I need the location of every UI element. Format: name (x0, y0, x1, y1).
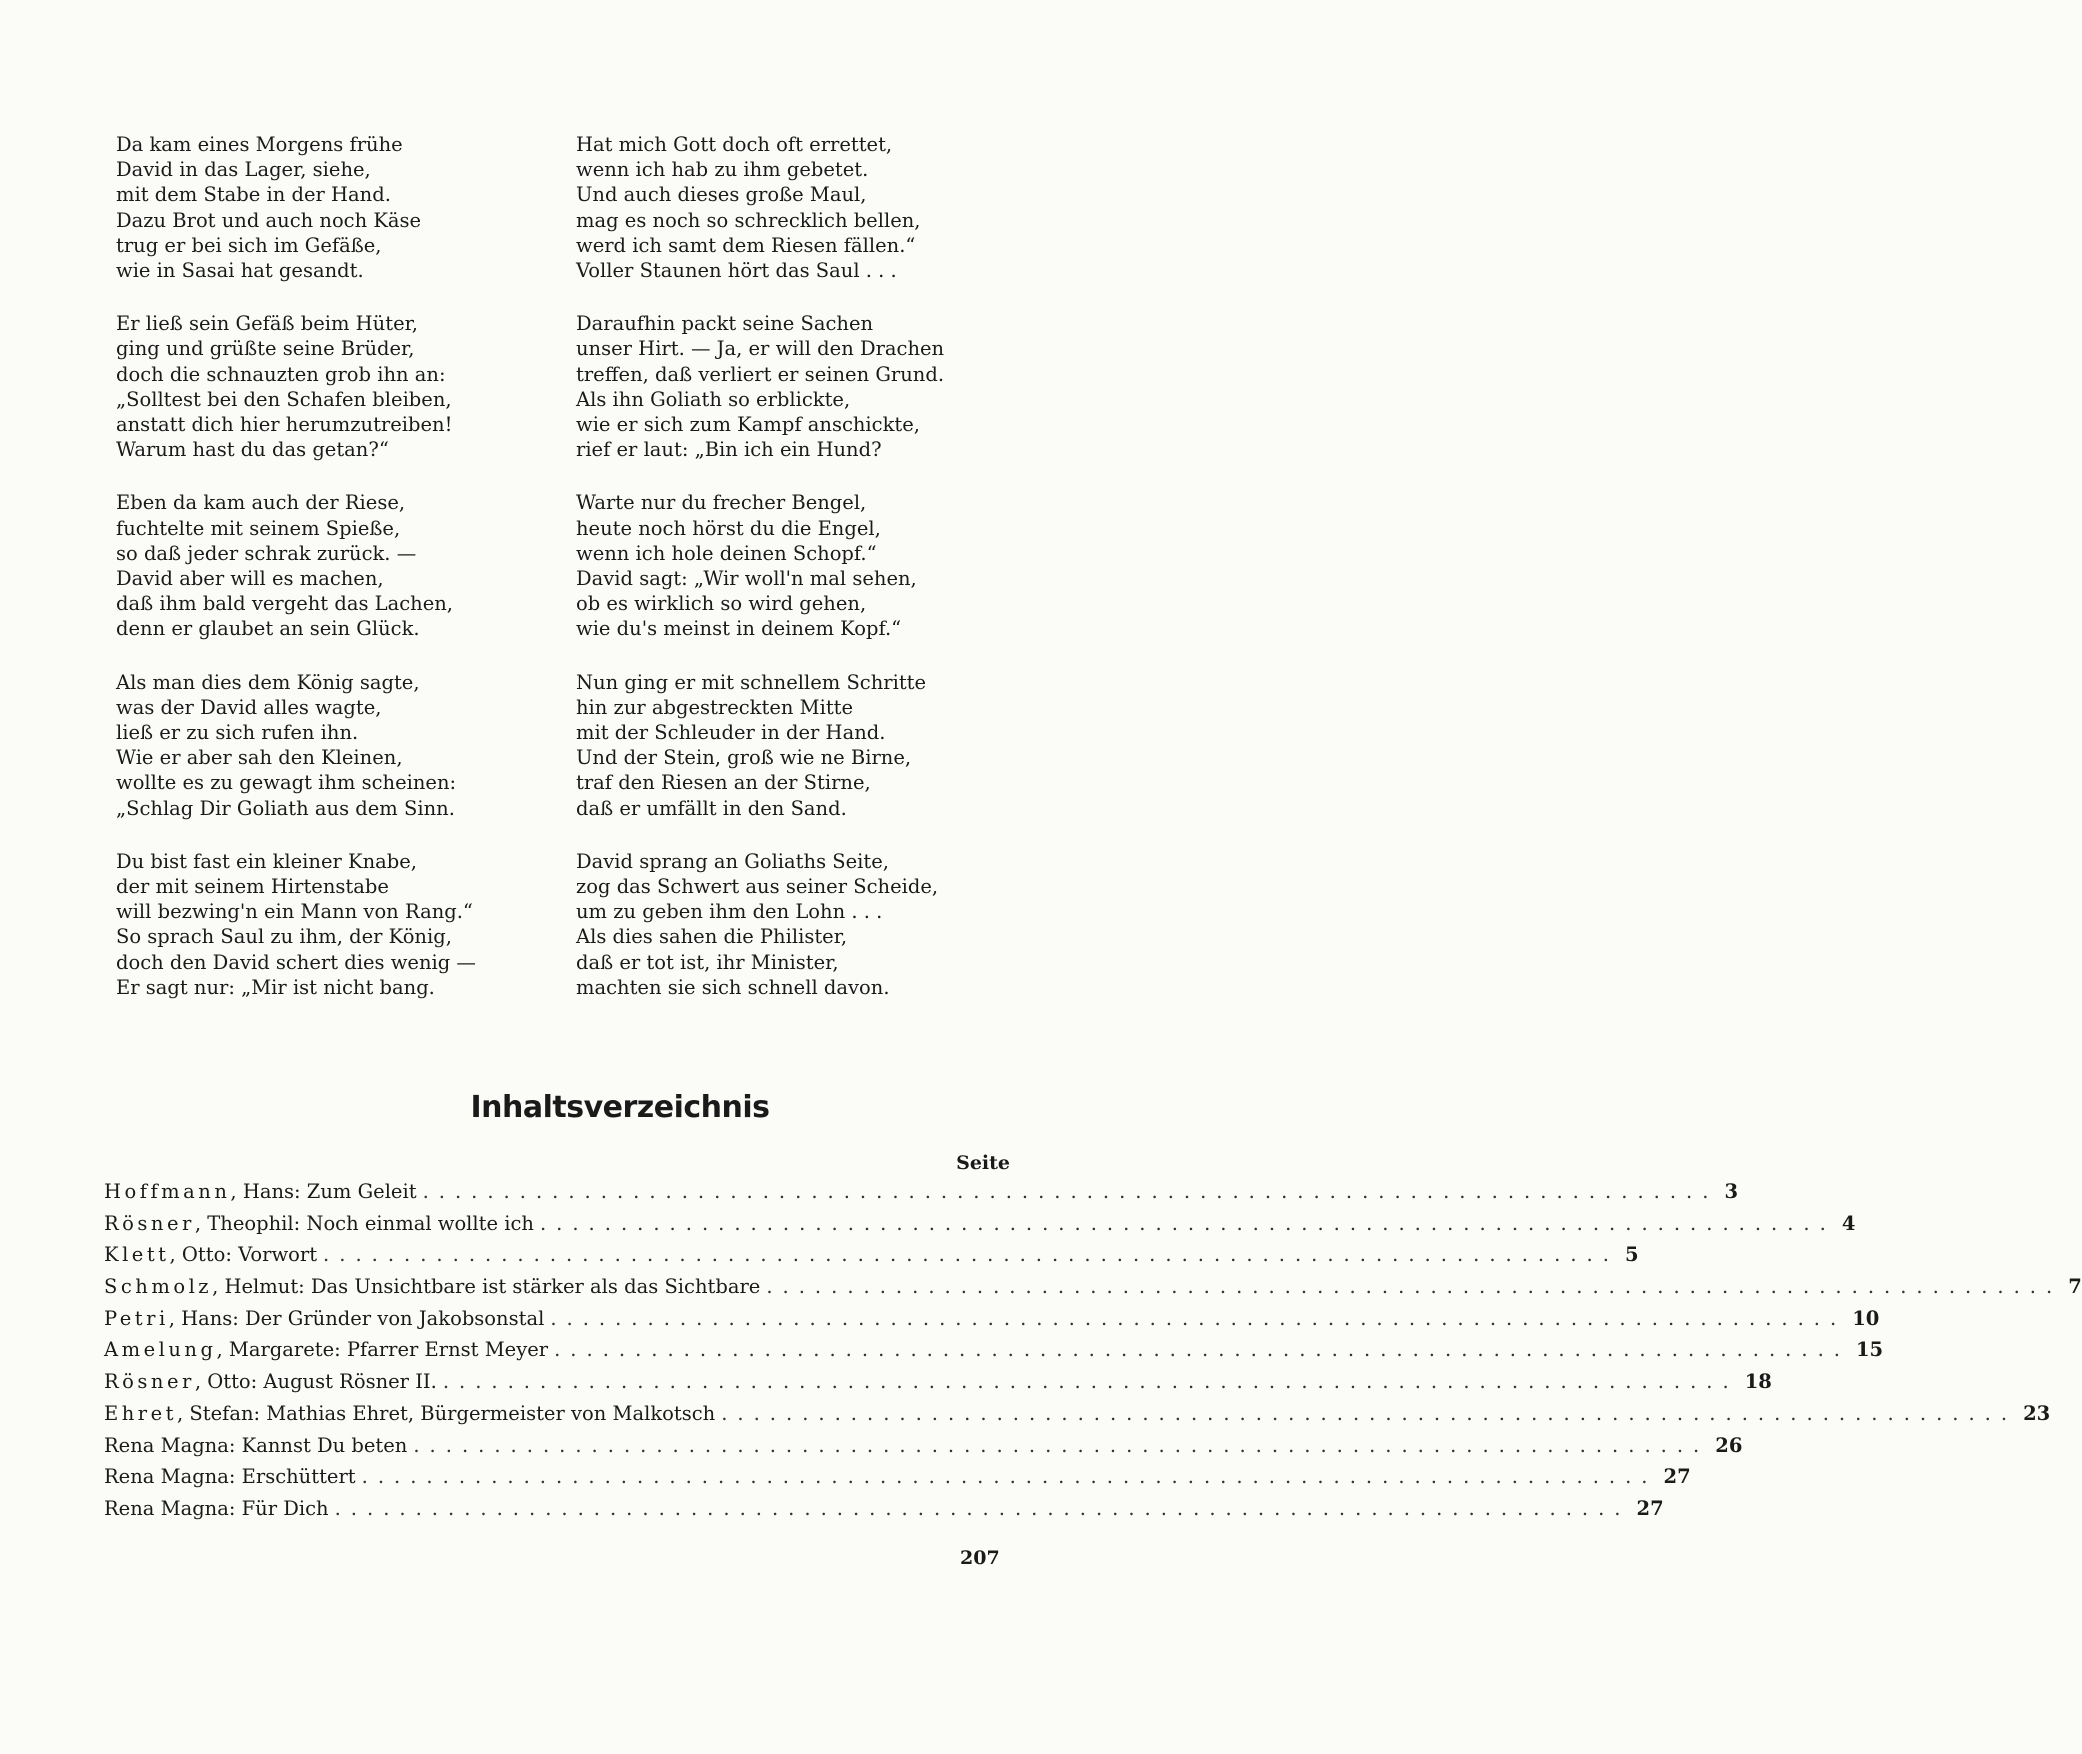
seite-label: Seite (956, 1152, 1010, 1174)
poem-line: heute noch hörst du die Engel, (576, 516, 881, 540)
toc-page-number: 18 (1744, 1370, 1772, 1394)
dot-leader: ................................................................................ (442, 1370, 1739, 1394)
stanza (576, 490, 996, 641)
poem-line: David aber will es machen, (116, 567, 384, 591)
toc-entry (104, 1208, 1856, 1240)
poem-line: daß ihm bald vergeht das Lachen, (116, 592, 454, 616)
poem-line: wenn ich hab zu ihm gebetet. (576, 158, 869, 182)
toc-title: : Kannst Du beten (228, 1433, 408, 1457)
poem-line: treffen, daß verliert er seinen Grund. (576, 362, 945, 386)
toc-entry-title (104, 1398, 715, 1430)
poem-line: Und der Stein, groß wie ne Birne, (576, 746, 912, 770)
dot-leader: ................................................................................ (766, 1275, 2063, 1299)
toc-page-number: 3 (1724, 1180, 1739, 1203)
poem-line: daß er tot ist, ihr Minister, (576, 950, 839, 974)
dot-leader: ................................................................................ (323, 1243, 1619, 1267)
poem-line: Als ihn Goliath so erblickte, (576, 387, 851, 411)
poem-line: Voller Staunen hört das Saul . . . (576, 259, 897, 283)
poem-line: Warte nur du frecher Bengel, (576, 491, 867, 515)
poem-line: anstatt dich hier herumzutreiben! (116, 413, 453, 437)
poem-line: wie er sich zum Kampf anschickte, (576, 413, 920, 437)
toc-page-number: 5 (1624, 1243, 1639, 1267)
toc-author: Rena Magna (104, 1465, 229, 1489)
poem-line: ließ er zu sich rufen ihn. (116, 721, 359, 745)
stanza (116, 849, 536, 1000)
toc-author: Amelung (104, 1338, 217, 1362)
poem-line: wie du's meinst in deinem Kopf.“ (576, 617, 902, 641)
poem-line: machten sie sich schnell davon. (576, 975, 890, 999)
poem-line: Er ließ sein Gefäß beim Hüter, (116, 312, 418, 336)
toc-page-number: 27 (1663, 1465, 1691, 1489)
poem-line: zog das Schwert aus seiner Scheide, (576, 875, 939, 899)
poem-line: So sprach Saul zu ihm, der König, (116, 925, 452, 949)
toc-entry (104, 1398, 2051, 1430)
dot-leader: ................................................................................ (413, 1433, 1710, 1457)
toc-page-number: 26 (1715, 1433, 1743, 1457)
poem-line: so daß jeder schrak zurück. — (116, 541, 417, 565)
toc-author: Ehret (104, 1401, 177, 1425)
toc-title: , Hans: Der Gründer von Jakobsonstal (168, 1306, 545, 1330)
table-of-contents (104, 1150, 2082, 1525)
toc-author: Rösner (104, 1370, 195, 1394)
toc-entry-title (104, 1334, 548, 1366)
stanza (116, 311, 536, 462)
toc-author: Klett (104, 1243, 170, 1267)
toc-title: , Otto: August Rösner II. (194, 1370, 437, 1394)
poem (116, 132, 996, 1028)
stanza (576, 311, 996, 462)
toc-entry (104, 1239, 1639, 1271)
poem-line: Dazu Brot und auch noch Käse (116, 208, 422, 232)
poem-line: wollte es zu gewagt ihm scheinen: (116, 771, 457, 795)
toc-title: , Margarete: Pfarrer Ernst Meyer (216, 1338, 549, 1362)
poem-line: Daraufhin packt seine Sachen (576, 312, 874, 336)
poem-line: doch den David schert dies wenig — (116, 950, 476, 974)
toc-entry-title (104, 1303, 544, 1335)
poem-line: Hat mich Gott doch oft errettet, (576, 133, 893, 156)
dot-leader: ................................................................................ (550, 1306, 1847, 1330)
toc-page-number: 4 (1841, 1211, 1856, 1235)
poem-line: David sprang an Goliaths Seite, (576, 849, 889, 873)
toc-author: Petri (104, 1306, 169, 1330)
toc-entry-title (104, 1176, 417, 1208)
toc-title: , Stefan: Mathias Ehret, Bürgermeister von Malkotsch (177, 1401, 716, 1425)
toc-entry-title (104, 1208, 534, 1240)
toc-author: Rena Magna (104, 1433, 229, 1457)
toc-entry (104, 1461, 1691, 1493)
toc-author: Hoffmann (104, 1180, 231, 1203)
poem-line: Du bist fast ein kleiner Knabe, (116, 849, 417, 873)
poem-line: ob es wirklich so wird gehen, (576, 592, 867, 616)
poem-line: Wie er aber sah den Kleinen, (116, 746, 403, 770)
poem-line: was der David alles wagte, (116, 695, 382, 719)
toc-author: Rösner (104, 1211, 195, 1235)
poem-line: hin zur abgestreckten Mitte (576, 695, 854, 719)
stanza (576, 670, 996, 821)
poem-line: „Schlag Dir Goliath aus dem Sinn. (116, 796, 455, 820)
toc-heading: Inhaltsverzeichnis (470, 1090, 770, 1125)
toc-page-number: 27 (1636, 1496, 1664, 1520)
toc-page-number: 10 (1852, 1306, 1880, 1330)
toc-title: , Hans: Zum Geleit (230, 1180, 417, 1203)
poem-line: fuchtelte mit seinem Spieße, (116, 516, 401, 540)
poem-line: Warum hast du das getan?“ (116, 438, 389, 462)
poem-right-column (576, 132, 996, 1028)
dot-leader: ................................................................................ (554, 1338, 1850, 1362)
toc-entry-title (104, 1430, 407, 1462)
poem-line: denn er glaubet an sein Glück. (116, 617, 420, 641)
poem-line: werd ich samt dem Riesen fällen.“ (576, 233, 916, 257)
poem-line: ging und grüßte seine Brüder, (116, 337, 415, 361)
poem-line: mit der Schleuder in der Hand. (576, 721, 886, 745)
toc-page-number: 23 (2023, 1401, 2051, 1425)
stanza (576, 849, 996, 1000)
stanza (116, 132, 536, 283)
toc-entry-title (104, 1366, 437, 1398)
poem-line: doch die schnauzten grob ihn an: (116, 362, 446, 386)
toc-entry (104, 1303, 1880, 1335)
poem-line: wenn ich hole deinen Schopf.“ (576, 541, 877, 565)
poem-line: unser Hirt. — Ja, er will den Drachen (576, 337, 945, 361)
toc-title: , Otto: Vorwort (169, 1243, 318, 1267)
toc-entry-title (104, 1271, 760, 1303)
poem-line: Als man dies dem König sagte, (116, 670, 420, 694)
poem-line: David sagt: „Wir woll'n mal sehen, (576, 567, 917, 591)
toc-title: , Theophil: Noch einmal wollte ich (194, 1211, 534, 1235)
poem-line: wie in Sasai hat gesandt. (116, 259, 364, 283)
poem-line: um zu geben ihm den Lohn . . . (576, 900, 883, 924)
toc-title: , Helmut: Das Unsichtbare ist stärker als das Sichtbare (212, 1275, 761, 1299)
poem-line: David in das Lager, siehe, (116, 158, 371, 182)
toc-entry (104, 1176, 1739, 1208)
poem-line: Eben da kam auch der Riese, (116, 491, 406, 515)
poem-line: trug er bei sich im Gefäße, (116, 233, 382, 257)
poem-line: Als dies sahen die Philister, (576, 925, 848, 949)
poem-line: Er sagt nur: „Mir ist nicht bang. (116, 975, 435, 999)
toc-author: Rena Magna (104, 1496, 229, 1520)
toc-entry (104, 1493, 1664, 1525)
dot-leader: ................................................................................ (361, 1465, 1658, 1489)
toc-entry-title (104, 1493, 329, 1525)
poem-line: rief er laut: „Bin ich ein Hund? (576, 438, 882, 462)
poem-line: „Solltest bei den Schafen bleiben, (116, 387, 452, 411)
poem-line: will bezwing'n ein Mann von Rang.“ (116, 900, 473, 924)
toc-title: : Erschüttert (228, 1465, 356, 1489)
toc-author: Schmolz (104, 1275, 213, 1299)
poem-line: der mit seinem Hirtenstabe (116, 875, 389, 899)
toc-entry-title (104, 1239, 317, 1271)
poem-line: mit dem Stabe in der Hand. (116, 183, 391, 207)
poem-line: traf den Riesen an der Stirne, (576, 771, 871, 795)
dot-leader: ................................................................................ (721, 1401, 2018, 1425)
poem-left-column (116, 132, 536, 1028)
poem-line: mag es noch so schrecklich bellen, (576, 208, 921, 232)
page-number: 207 (960, 1547, 1000, 1569)
toc-page-number: 7 (2068, 1275, 2082, 1299)
poem-line: Da kam eines Morgens frühe (116, 133, 403, 156)
poem-line: Nun ging er mit schnellem Schritte (576, 670, 927, 694)
stanza (576, 132, 996, 283)
toc-page-number: 15 (1855, 1338, 1884, 1362)
poem-line: daß er umfällt in den Sand. (576, 796, 847, 820)
stanza (116, 670, 536, 821)
dot-leader: ................................................................................ (422, 1180, 1719, 1203)
toc-entry-title (104, 1461, 356, 1493)
toc-rows (104, 1176, 2082, 1525)
toc-entry (104, 1334, 1884, 1366)
toc-title: : Für Dich (228, 1496, 329, 1520)
poem-line: Und auch dieses große Maul, (576, 183, 867, 207)
stanza (116, 490, 536, 641)
dot-leader: ................................................................................ (334, 1496, 1631, 1520)
toc-entry (104, 1430, 1743, 1462)
dot-leader: ................................................................................ (539, 1211, 1836, 1235)
toc-entry (104, 1366, 1772, 1398)
toc-entry (104, 1271, 2082, 1303)
